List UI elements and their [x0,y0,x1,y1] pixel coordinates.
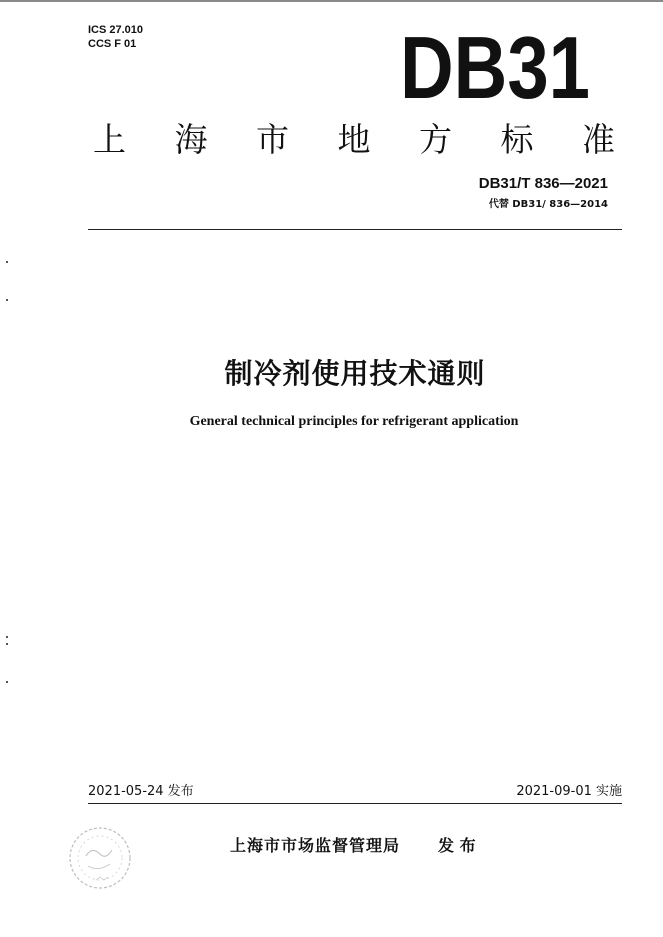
standard-category [93,118,615,162]
document-title-zh: 制冷剂使用技术通则 [224,357,486,390]
scan-mark [6,681,8,683]
footer-divider [88,803,622,804]
ics-code: ICS 27.010 [88,24,144,36]
category-char: 海 [174,120,208,159]
category-char: 标 [500,120,534,159]
scan-top-edge [0,0,663,2]
scan-mark [6,636,8,638]
issuing-authority: 上海市市场监督管理局 [230,836,401,855]
document-title-en: General technical principles for refrigerant application [189,414,519,429]
ccs-code: CCS F 01 [88,38,137,50]
standard-number: DB31/T 836—2021 [478,175,608,192]
scan-mark [6,261,8,263]
category-char: 地 [337,120,371,159]
issue-label: 发 布 [438,836,476,855]
category-char: 方 [419,120,452,159]
scan-mark [6,643,8,645]
category-char: 上 [93,120,126,159]
effective-date: 2021-09-01 实施 [516,784,622,799]
category-char: 市 [256,120,289,159]
db31-logo-text: DB31 [400,18,590,117]
seal-stamp [62,822,142,898]
replaces-standard: 代替 DB31/ 836—2014 [488,199,608,210]
issue-date: 2021-05-24 发布 [88,784,194,799]
scan-mark [6,299,8,301]
header-divider [88,229,622,230]
category-char: 准 [582,120,615,159]
db31-logo [398,18,592,117]
